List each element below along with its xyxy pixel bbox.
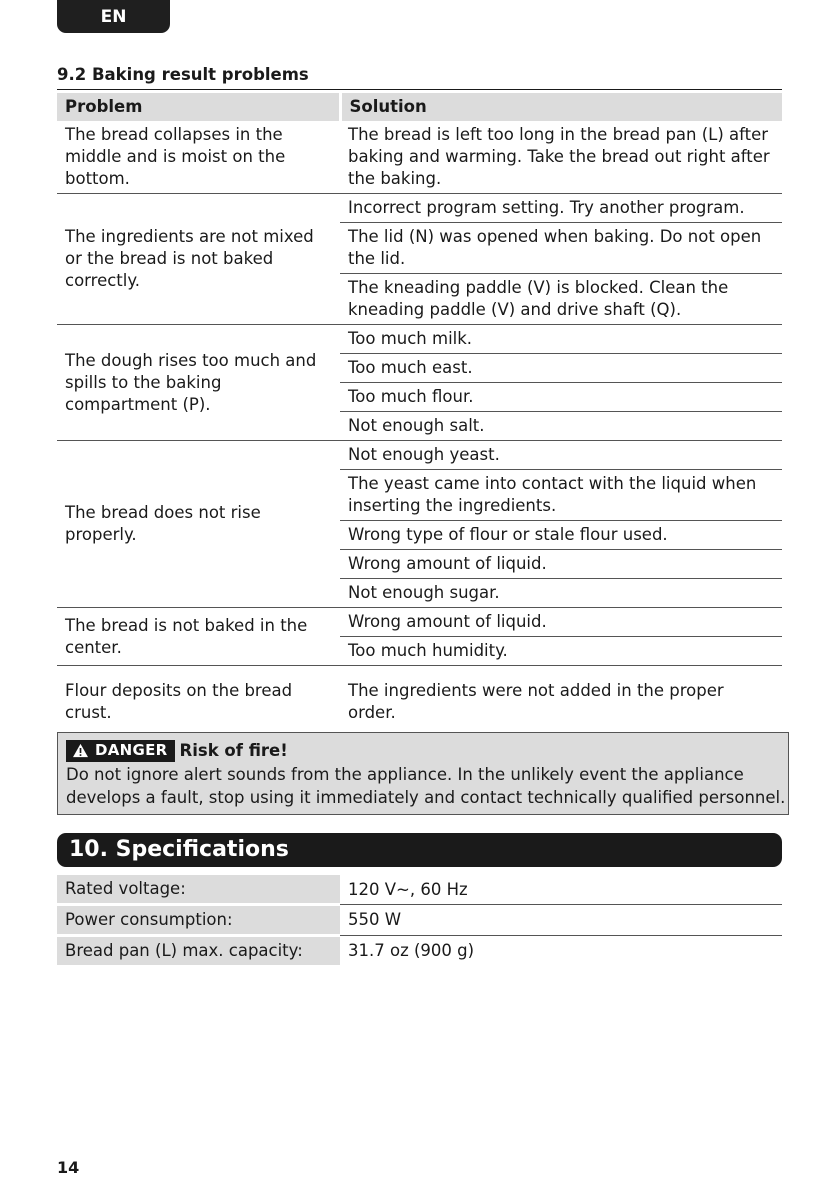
- spec-value: 120 V~, 60 Hz: [340, 875, 782, 905]
- solution-cell: Too much humidity.: [340, 637, 782, 666]
- danger-badge: [66, 740, 175, 762]
- problem-cell: The bread is not baked in the center.: [57, 608, 340, 666]
- table-row: [57, 441, 782, 470]
- problem-cell: The bread does not rise properly.: [57, 441, 340, 608]
- solution-cell: The ingredients were not added in the proper order.: [348, 681, 724, 722]
- page-number: 14: [57, 1158, 80, 1177]
- problem-cell: Flour deposits on the bread crust.: [65, 681, 293, 722]
- problem-column-header: Problem: [57, 93, 340, 121]
- spec-label: Rated voltage:: [57, 875, 340, 905]
- solution-cell: Not enough sugar.: [340, 579, 782, 608]
- baking-problems-table: [57, 93, 782, 727]
- danger-title: Risk of fire!: [179, 741, 288, 760]
- spec-label: Power consumption:: [57, 905, 340, 936]
- table-row: [57, 194, 782, 223]
- table-row: [57, 936, 782, 967]
- table-row: [57, 905, 782, 936]
- spec-value: 550 W: [340, 905, 782, 936]
- solution-cell: Wrong amount of liquid.: [340, 550, 782, 579]
- problem-cell: The ingredients are not mixed or the bread is not baked correctly.: [57, 194, 340, 325]
- solution-column-header: Solution: [340, 93, 782, 121]
- table-row: [57, 666, 782, 728]
- problem-cell: The bread collapses in the middle and is moist on the bottom.: [57, 121, 340, 194]
- specifications-table: [57, 875, 782, 968]
- solution-cell: Wrong type of flour or stale flour used.: [340, 521, 782, 550]
- solution-cell: The yeast came into contact with the liquid when inserting the ingredients.: [340, 470, 782, 521]
- solution-cell: The kneading paddle (V) is blocked. Clean the kneading paddle (V) and drive shaft (Q).: [340, 274, 782, 325]
- specifications-heading: 10. Specifications: [57, 833, 782, 867]
- language-tab: EN: [57, 0, 170, 33]
- solution-cell: Incorrect program setting. Try another program.: [340, 194, 782, 223]
- solution-cell: The lid (N) was opened when baking. Do not open the lid.: [340, 223, 782, 274]
- table-row: [57, 608, 782, 637]
- spec-value: 31.7 oz (900 g): [348, 941, 475, 961]
- table-row: [57, 121, 782, 194]
- solution-cell: The bread is left too long in the bread pan (L) after baking and warming. Take the bread out right after the baking.: [340, 121, 782, 194]
- danger-notice: [57, 732, 789, 815]
- section-title: 9.2 Baking result problems: [57, 64, 782, 90]
- solution-cell: Too much milk.: [340, 325, 782, 354]
- warning-triangle-icon: [72, 743, 89, 758]
- solution-cell: Not enough salt.: [340, 412, 782, 441]
- problem-cell: The dough rises too much and spills to the baking compartment (P).: [57, 325, 340, 441]
- danger-badge-label: DANGER: [95, 741, 168, 759]
- solution-cell: Too much east.: [340, 354, 782, 383]
- table-row: [57, 325, 782, 354]
- danger-text: Do not ignore alert sounds from the appliance. In the unlikely event the appliance develops a fault, stop using it immediately and contact technically qualified personnel.: [66, 765, 786, 807]
- table-row: [57, 875, 782, 905]
- solution-cell: Too much flour.: [340, 383, 782, 412]
- spec-label: Bread pan (L) max. capacity:: [57, 936, 340, 967]
- solution-cell: Not enough yeast.: [340, 441, 782, 470]
- solution-cell: Wrong amount of liquid.: [340, 608, 782, 637]
